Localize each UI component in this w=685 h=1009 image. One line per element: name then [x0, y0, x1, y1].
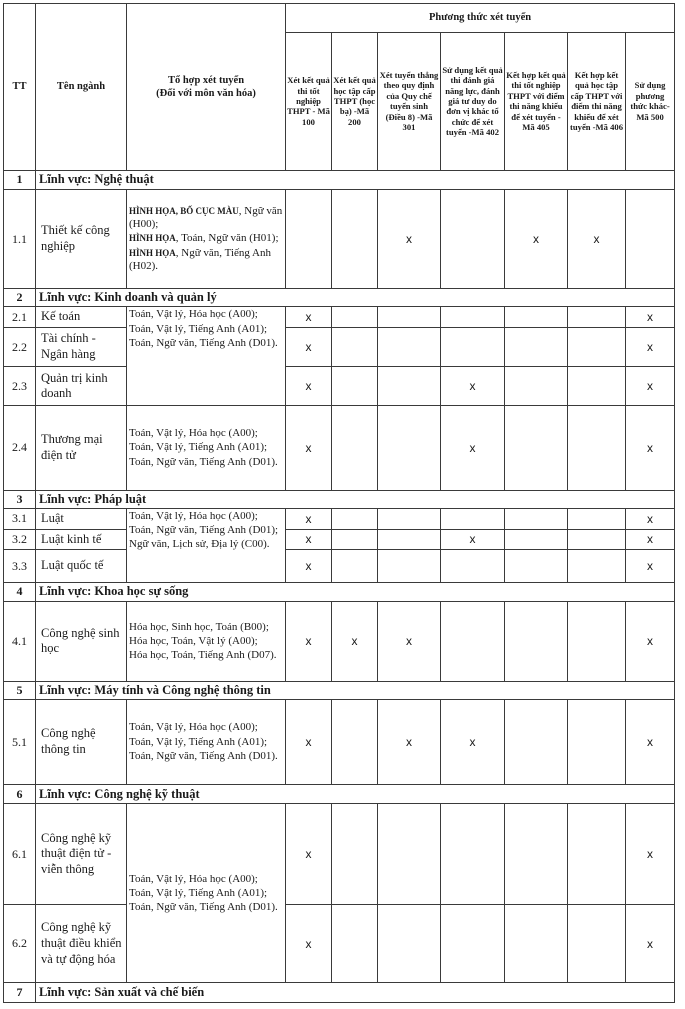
row-number: 5.1 [4, 700, 36, 784]
combo-line: Toán, Ngữ văn, Tiếng Anh (D01). [129, 749, 278, 762]
cell-method-301 [378, 406, 441, 490]
cell-method-406 [568, 601, 626, 681]
cell-method-406 [568, 367, 626, 406]
cell-method-500: x [626, 601, 675, 681]
cell-method-402 [441, 905, 505, 983]
cell-method-200 [332, 905, 378, 983]
row-number: 2.4 [4, 406, 36, 490]
group-number: 4 [4, 583, 36, 602]
cell-method-301 [378, 328, 441, 367]
major-name: Thương mại điện tử [36, 406, 127, 490]
header-method-200: Xét kết quả học tập cấp THPT (học bạ) -Mã 200 [332, 32, 378, 170]
group-title: Lĩnh vực: Sản xuất và chế biến [36, 983, 675, 1003]
cell-method-301 [378, 367, 441, 406]
combo-line: Toán, Vật lý, Hóa học (A00); [129, 872, 258, 885]
header-method-500: Sử dụng phương thức khác- Mã 500 [626, 32, 675, 170]
row-number: 2.3 [4, 367, 36, 406]
cell-method-500: x [626, 529, 675, 550]
cell-method-100: x [286, 406, 332, 490]
cell-method-405 [505, 550, 568, 583]
cell-method-200 [332, 804, 378, 905]
cell-method-500 [626, 190, 675, 289]
cell-method-301 [378, 905, 441, 983]
table-row [4, 509, 675, 530]
cell-method-405 [505, 529, 568, 550]
cell-method-100: x [286, 328, 332, 367]
combo-line: Toán, Ngữ văn, Tiếng Anh (D01). [129, 900, 278, 913]
row-number: 1.1 [4, 190, 36, 289]
combo-line: Toán, Vật lý, Hóa học (A00); [129, 308, 258, 321]
cell-method-301 [378, 550, 441, 583]
header-method-301: Xét tuyển thẳng theo quy định của Quy chế tuyển sinh (Điều 8) -Mã 301 [378, 32, 441, 170]
cell-method-402 [441, 601, 505, 681]
cell-method-200 [332, 367, 378, 406]
subject-combinations [127, 804, 286, 983]
header-to-hop-line1: Tổ hợp xét tuyển [167, 74, 245, 86]
cell-method-402: x [441, 367, 505, 406]
header-phuong-thuc: Phương thức xét tuyển [286, 4, 675, 33]
major-name: Công nghệ kỹ thuật điều khiển và tự động hóa [36, 905, 127, 983]
cell-method-406 [568, 307, 626, 328]
cell-method-405 [505, 804, 568, 905]
cell-method-100 [286, 190, 332, 289]
row-number: 6.1 [4, 804, 36, 905]
major-name: Kế toán [36, 307, 127, 328]
cell-method-301 [378, 529, 441, 550]
cell-method-100: x [286, 509, 332, 530]
cell-method-301: x [378, 700, 441, 784]
cell-method-100: x [286, 529, 332, 550]
table-row [4, 804, 675, 905]
group-row [4, 490, 675, 509]
cell-method-402: x [441, 529, 505, 550]
cell-method-406: x [568, 190, 626, 289]
cell-method-301 [378, 307, 441, 328]
cell-method-406 [568, 804, 626, 905]
cell-method-301 [378, 509, 441, 530]
group-title: Lĩnh vực: Pháp luật [36, 490, 675, 509]
subject-combinations [127, 190, 286, 289]
combo-line [129, 247, 283, 273]
cell-method-406 [568, 550, 626, 583]
major-name: Công nghệ sinh học [36, 601, 127, 681]
cell-method-100: x [286, 804, 332, 905]
table-row [4, 406, 675, 490]
cell-method-406 [568, 905, 626, 983]
row-number: 2.2 [4, 328, 36, 367]
cell-method-402 [441, 550, 505, 583]
combo-line: Hóa học, Toán, Tiếng Anh (D07). [129, 648, 277, 661]
major-name: Luật [36, 509, 127, 530]
group-title: Lĩnh vực: Kinh doanh và quản lý [36, 288, 675, 307]
group-title: Lĩnh vực: Công nghệ kỹ thuật [36, 784, 675, 804]
header-method-405: Kết hợp kết quả thi tốt nghiệp THPT với điểm thi năng khiếu để xét tuyển -Mã 405 [505, 32, 568, 170]
cell-method-402 [441, 190, 505, 289]
header-method-100: Xét kết quả thi tốt nghiệp THPT - Mã 100 [286, 32, 332, 170]
cell-method-405: x [505, 190, 568, 289]
cell-method-405 [505, 406, 568, 490]
cell-method-100: x [286, 905, 332, 983]
table-row [4, 367, 675, 406]
cell-method-301: x [378, 190, 441, 289]
major-name: Thiết kế công nghiệp [36, 190, 127, 289]
combo-line: Hóa học, Toán, Vật lý (A00); [129, 634, 258, 647]
row-number: 3.3 [4, 550, 36, 583]
group-row [4, 288, 675, 307]
group-row [4, 784, 675, 804]
group-row [4, 681, 675, 700]
table-row [4, 601, 675, 681]
cell-method-500: x [626, 550, 675, 583]
cell-method-402: x [441, 406, 505, 490]
table-row [4, 700, 675, 784]
subject-combinations [127, 307, 286, 406]
combo-rest: , Ngữ văn, Tiếng Anh (H02). [129, 246, 271, 272]
cell-method-405 [505, 905, 568, 983]
group-row [4, 583, 675, 602]
major-name: Quản trị kinh doanh [36, 367, 127, 406]
cell-method-200 [332, 307, 378, 328]
combo-line: Toán, Ngữ văn, Tiếng Anh (D01). [129, 455, 278, 468]
cell-method-402 [441, 307, 505, 328]
group-title: Lĩnh vực: Khoa học sự sống [36, 583, 675, 602]
subject-combinations [127, 601, 286, 681]
combo-line: Toán, Vật lý, Tiếng Anh (A01); [129, 441, 268, 454]
cell-method-402 [441, 804, 505, 905]
group-title: Lĩnh vực: Máy tính và Công nghệ thông tin [36, 681, 675, 700]
cell-method-402 [441, 328, 505, 367]
cell-method-406 [568, 509, 626, 530]
cell-method-100: x [286, 307, 332, 328]
combo-line: Toán, Vật lý, Tiếng Anh (A01); [129, 322, 268, 335]
group-number: 7 [4, 983, 36, 1003]
table-row [4, 529, 675, 550]
major-name: Luật quốc tế [36, 550, 127, 583]
combo-line [129, 205, 283, 231]
group-number: 5 [4, 681, 36, 700]
header-ten-nganh: Tên ngành [36, 4, 127, 171]
row-number: 6.2 [4, 905, 36, 983]
subject-combinations [127, 509, 286, 583]
cell-method-406 [568, 529, 626, 550]
row-number: 3.2 [4, 529, 36, 550]
cell-method-500: x [626, 804, 675, 905]
cell-method-200 [332, 509, 378, 530]
group-row [4, 983, 675, 1003]
table-row [4, 307, 675, 328]
cell-method-405 [505, 367, 568, 406]
combo-line: Hóa học, Sinh học, Toán (B00); [129, 620, 269, 633]
group-number: 3 [4, 490, 36, 509]
cell-method-500: x [626, 307, 675, 328]
combo-line: Toán, Vật lý, Hóa học (A00); [129, 427, 258, 440]
cell-method-100: x [286, 601, 332, 681]
cell-method-500: x [626, 905, 675, 983]
major-name: Công nghệ kỹ thuật điện tử - viễn thông [36, 804, 127, 905]
row-number: 4.1 [4, 601, 36, 681]
major-name: Luật kinh tế [36, 529, 127, 550]
cell-method-500: x [626, 406, 675, 490]
admission-methods-table [3, 3, 675, 1003]
cell-method-405 [505, 700, 568, 784]
header-method-406: Kết hợp kết quả học tập cấp THPT với điểm thi năng khiếu để xét tuyển -Mã 406 [568, 32, 626, 170]
header-row-1 [4, 4, 675, 33]
group-title: Lĩnh vực: Nghệ thuật [36, 170, 675, 190]
major-name: Tài chính - Ngân hàng [36, 328, 127, 367]
table-row [4, 190, 675, 289]
combo-line: Toán, Vật lý, Tiếng Anh (A01); [129, 735, 268, 748]
table-row [4, 328, 675, 367]
cell-method-200: x [332, 601, 378, 681]
cell-method-405 [505, 601, 568, 681]
cell-method-200 [332, 190, 378, 289]
table-row [4, 550, 675, 583]
combo-line: Ngữ văn, Lịch sử, Địa lý (C00). [129, 538, 270, 551]
cell-method-405 [505, 509, 568, 530]
combo-line: Toán, Vật lý, Hóa học (A00); [129, 721, 258, 734]
combo-line: Toán, Ngữ văn, Tiếng Anh (D01); [129, 524, 279, 537]
combo-rest: , Toán, Ngữ văn (H01); [175, 232, 279, 245]
cell-method-500: x [626, 367, 675, 406]
cell-method-200 [332, 328, 378, 367]
table-row [4, 905, 675, 983]
cell-method-301: x [378, 601, 441, 681]
subject-combinations [127, 700, 286, 784]
header-to-hop-line2: (Đối với môn văn hóa) [156, 87, 256, 99]
cell-method-200 [332, 406, 378, 490]
major-name: Công nghệ thông tin [36, 700, 127, 784]
header-tt: TT [4, 4, 36, 171]
combo-caps: HÌNH HỌA, BỐ CỤC MÀU [129, 206, 239, 217]
row-number: 3.1 [4, 509, 36, 530]
combo-line: Toán, Vật lý, Hóa học (A00); [129, 510, 258, 523]
cell-method-500: x [626, 700, 675, 784]
row-number: 2.1 [4, 307, 36, 328]
header-method-402: Sử dụng kết quả thi đánh giá năng lực, đánh giá tư duy do đơn vị khác tổ chức để xét tuyển -Mã 402 [441, 32, 505, 170]
cell-method-100: x [286, 700, 332, 784]
group-number: 2 [4, 288, 36, 307]
cell-method-100: x [286, 550, 332, 583]
cell-method-406 [568, 700, 626, 784]
subject-combinations [127, 406, 286, 490]
cell-method-402 [441, 509, 505, 530]
cell-method-500: x [626, 509, 675, 530]
cell-method-100: x [286, 367, 332, 406]
cell-method-402: x [441, 700, 505, 784]
combo-rest: , Ngữ văn (H00); [129, 205, 283, 231]
cell-method-406 [568, 328, 626, 367]
combo-caps: HÌNH HỌA [129, 247, 176, 258]
cell-method-405 [505, 328, 568, 367]
combo-line: Toán, Ngữ văn, Tiếng Anh (D01). [129, 336, 278, 349]
cell-method-405 [505, 307, 568, 328]
cell-method-200 [332, 700, 378, 784]
cell-method-500: x [626, 328, 675, 367]
header-to-hop [127, 4, 286, 171]
cell-method-406 [568, 406, 626, 490]
admission-table-page [3, 3, 674, 1003]
combo-line: Toán, Vật lý, Tiếng Anh (A01); [129, 886, 268, 899]
cell-method-200 [332, 550, 378, 583]
combo-caps: HÌNH HỌA [129, 233, 176, 244]
cell-method-200 [332, 529, 378, 550]
combo-line [129, 232, 283, 245]
cell-method-301 [378, 804, 441, 905]
group-number: 1 [4, 170, 36, 190]
group-row [4, 170, 675, 190]
group-number: 6 [4, 784, 36, 804]
